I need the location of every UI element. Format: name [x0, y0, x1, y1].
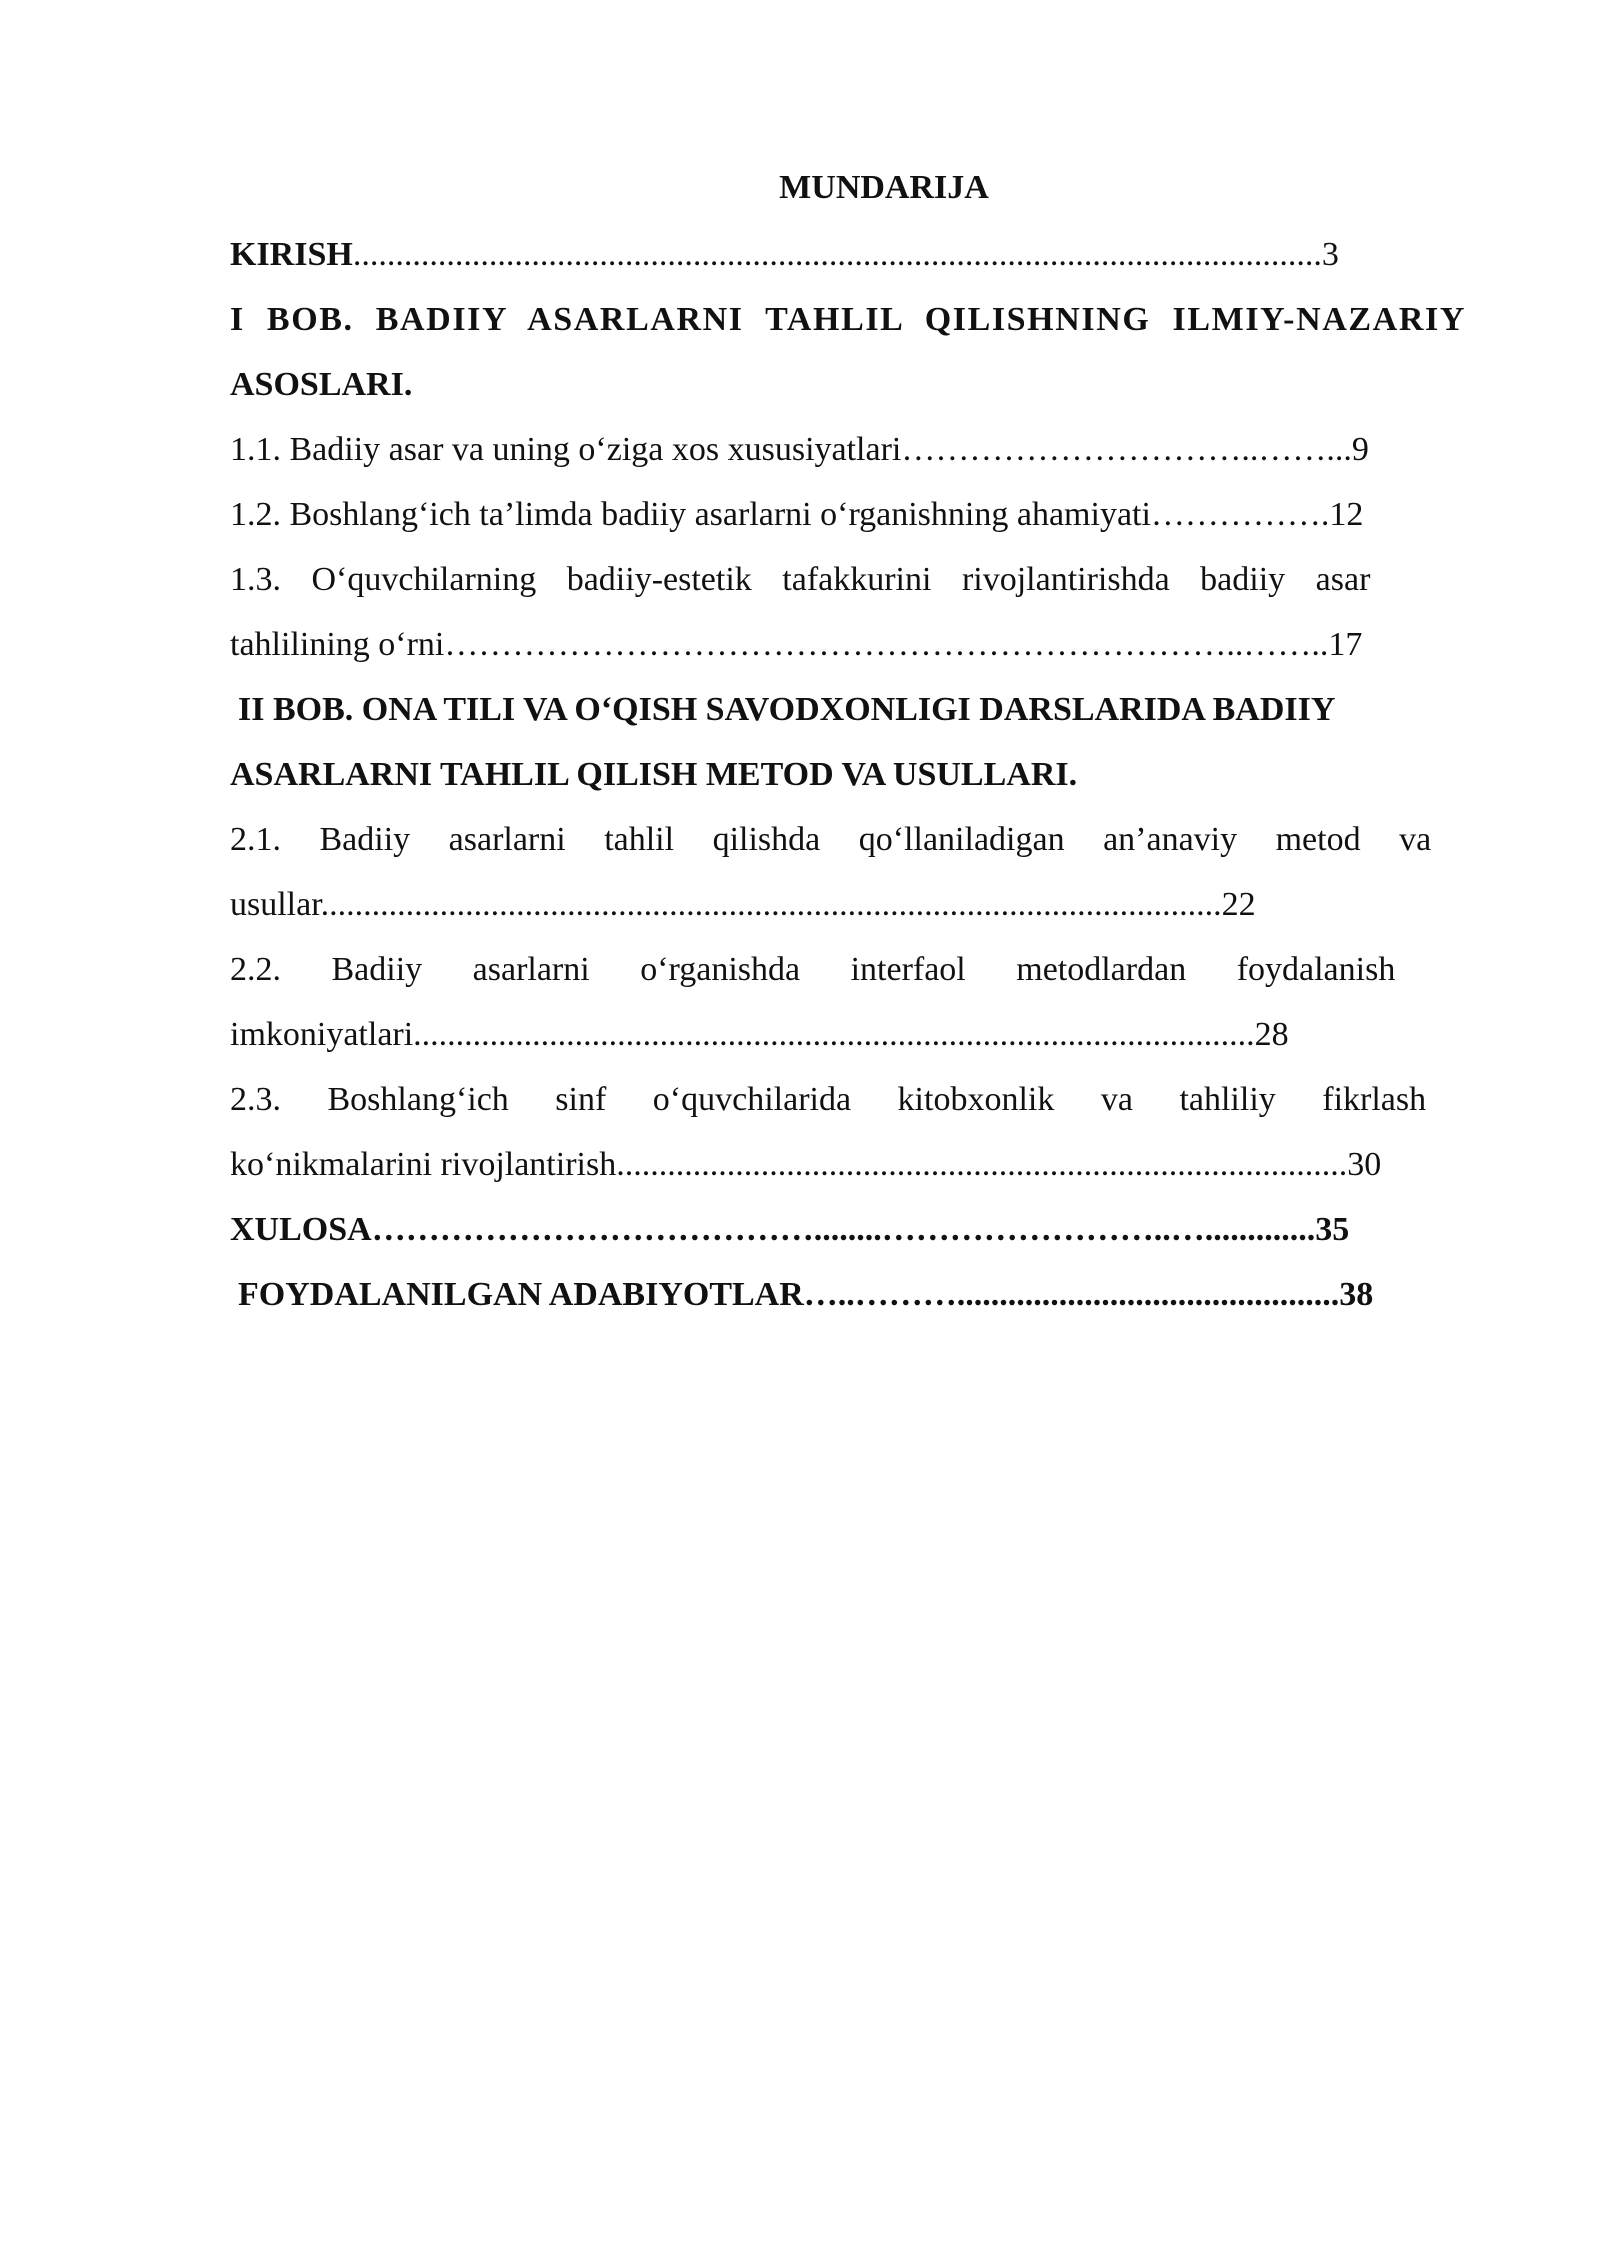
toc-entry-2-3	[230, 1067, 1488, 1132]
toc-entry-text: FOYDALANILGAN ADABIYOTLAR…..……….............................................38	[238, 1276, 1374, 1313]
toc-entry-kirish	[230, 222, 1488, 287]
page-title: MUNDARIJA	[779, 169, 989, 206]
toc-entry-text: 1.3. O‘quvchilarning badiiy-estetik tafakkurini rivojlantirishda badiiy asar	[230, 561, 1371, 598]
toc-entry-text: 1.2. Boshlang‘ich ta’limda badiiy asarlarni o‘rganishning ahamiyati…………….12	[230, 496, 1364, 533]
chapter-heading-text: I BOB. BADIIY ASARLARNI TAHLIL QILISHNING ILMIY-NAZARIY	[230, 301, 1466, 338]
toc-entry-1-2	[230, 482, 1488, 547]
toc-entry-text: usullar..........................................................................................................22	[230, 886, 1256, 923]
chapter-heading-text: II BOB. ONA TILI VA O‘QISH SAVODXONLIGI DARSLARIDA BADIIY	[238, 691, 1336, 728]
chapter-heading-text: ASARLARNI TAHLIL QILISH METOD VA USULLARI.	[230, 756, 1078, 793]
toc-entry-text: tahlilining o‘rni……………………………………………………………..……..17	[230, 626, 1363, 663]
toc-entry-text: 2.2. Badiiy asarlarni o‘rganishda interfaol metodlardan foydalanish	[230, 951, 1396, 988]
toc-entry-text: 1.1. Badiiy asar va uning o‘ziga xos xususiyatlari…………………………..……...9	[230, 431, 1369, 468]
toc-entry-adabiyotlar	[230, 1262, 1488, 1327]
table-of-contents	[230, 168, 1488, 1327]
toc-leader: ..................................................................................................................3	[352, 236, 1339, 273]
toc-entry-1-3-cont	[230, 612, 1488, 677]
toc-chapter-2-heading	[230, 677, 1488, 742]
toc-chapter-1-heading-cont	[230, 352, 1488, 417]
toc-entry-2-2	[230, 937, 1488, 1002]
toc-chapter-1-heading	[230, 287, 1488, 352]
toc-entry-xulosa	[230, 1197, 1488, 1262]
toc-entry-2-1	[230, 807, 1488, 872]
toc-entry-text: 2.3. Boshlang‘ich sinf o‘quvchilarida kitobxonlik va tahliliy fikrlash	[230, 1081, 1427, 1118]
toc-entry-text: KIRISH	[230, 236, 353, 273]
toc-entry-2-1-cont	[230, 872, 1488, 937]
toc-entry-2-3-cont	[230, 1132, 1488, 1197]
toc-entry-text: 2.1. Badiiy asarlarni tahlil qilishda qo‘llaniladigan an’anaviy metod va	[230, 821, 1432, 858]
toc-entry-text: ko‘nikmalarini rivojlantirish......................................................................................30	[230, 1146, 1382, 1183]
chapter-heading-text: ASOSLARI.	[230, 366, 413, 403]
toc-entry-1-3	[230, 547, 1488, 612]
toc-entry-text: XULOSA…………………………………........……………………..….............35	[230, 1211, 1350, 1248]
toc-entry-text: imkoniyatlari...................................................................................................28	[230, 1016, 1289, 1053]
toc-chapter-2-heading-cont	[230, 742, 1488, 807]
toc-entry-2-2-cont	[230, 1002, 1488, 1067]
toc-entry-1-1	[230, 417, 1488, 482]
